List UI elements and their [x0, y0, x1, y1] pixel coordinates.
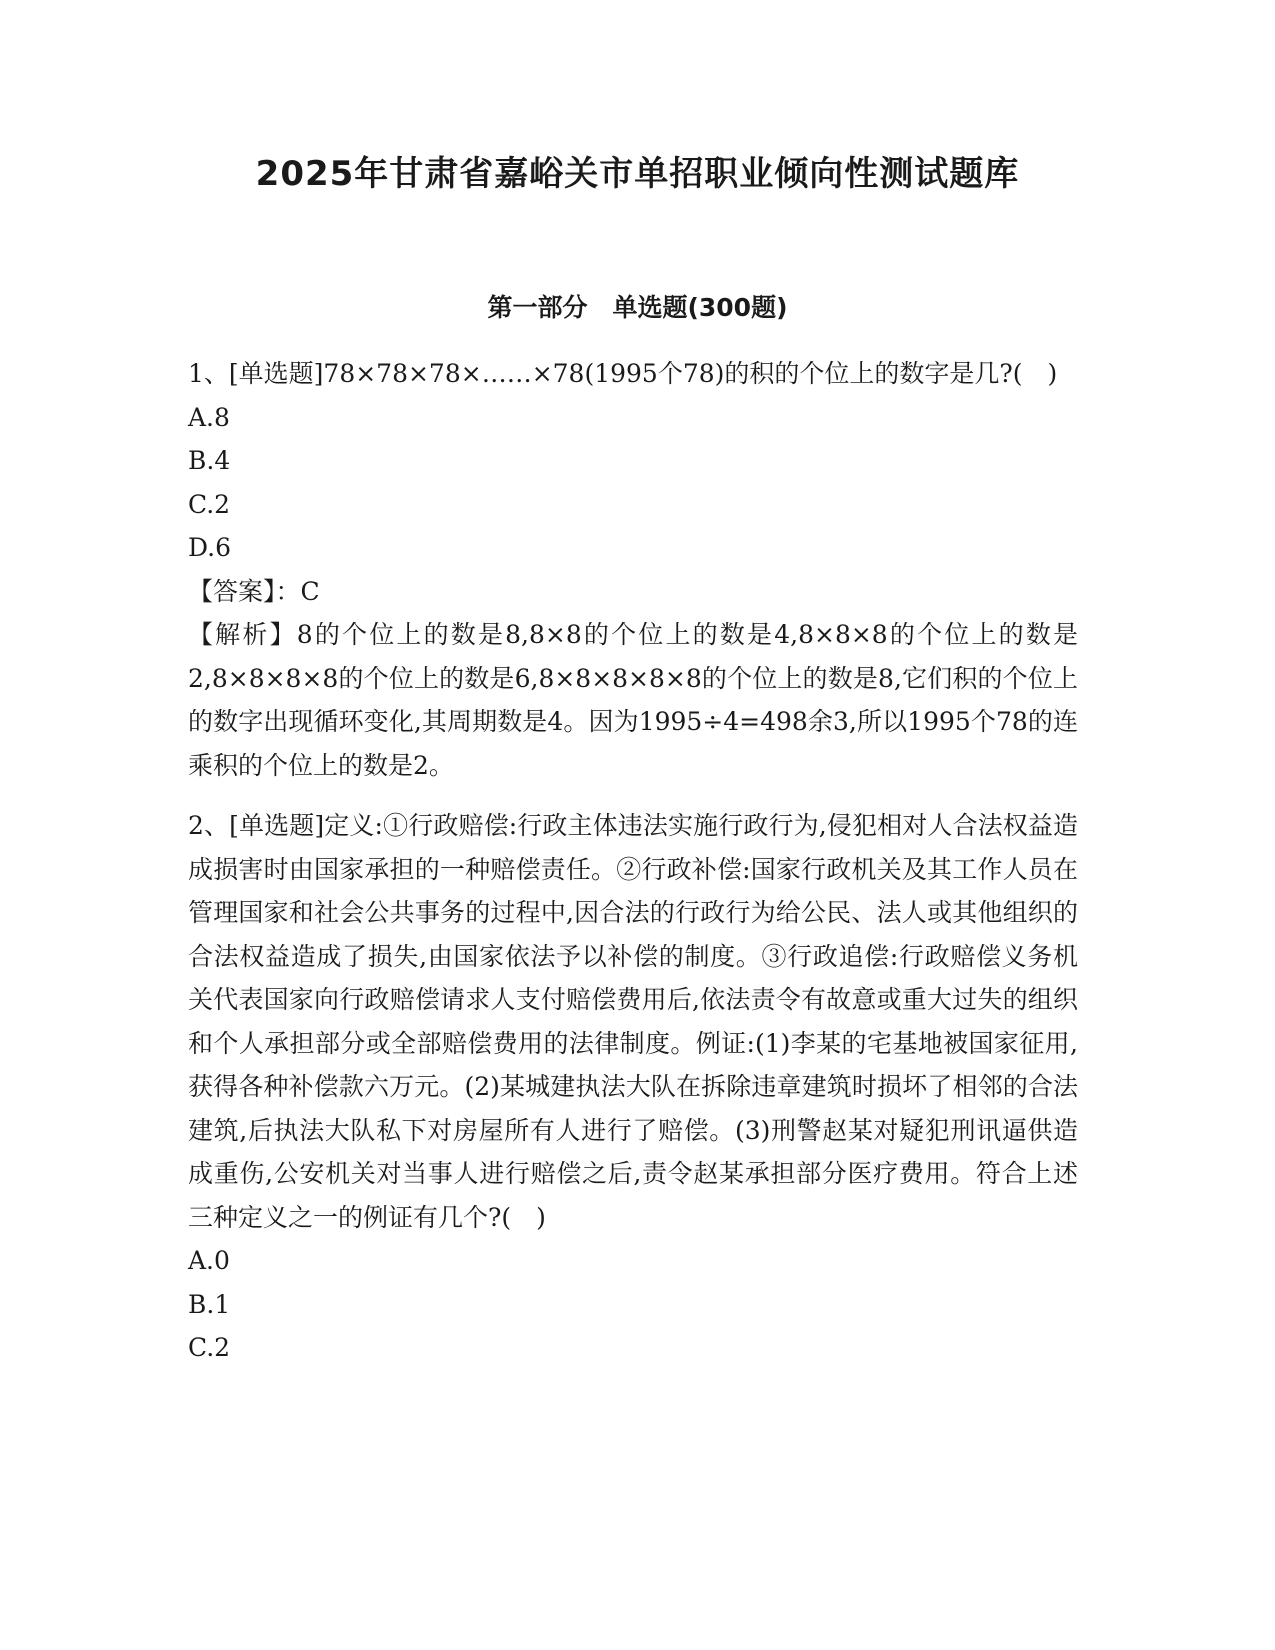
- option-list: [188, 396, 1078, 570]
- document-title: 2025年甘肃省嘉峪关市单招职业倾向性测试题库: [255, 154, 1020, 194]
- option-c: C.2: [188, 489, 231, 519]
- option-c: C.2: [188, 1333, 231, 1362]
- option-list: [188, 1239, 1078, 1370]
- option-b: B.1: [188, 1289, 231, 1319]
- section-title: 第一部分 单选题(300题): [487, 293, 788, 322]
- option-a: A.0: [188, 1246, 230, 1275]
- option-d: D.6: [188, 533, 232, 562]
- question-list: [188, 352, 1078, 1370]
- analysis-paragraph: 【解析】8的个位上的数是8,8×8的个位上的数是4,8×8×8的个位上的数是2,8×8×8×8的个位上的数是6,8×8×8×8×8的个位上的数是8,它们积的个位上的数字出现循环变化,其周期数是4。因为1995÷4=498余3,所以1995个78的连乘积的个位上的数是2。: [188, 620, 1078, 780]
- question-stem: 2、[单选题]定义:①行政赔偿:行政主体违法实施行政行为,侵犯相对人合法权益造成损害时由国家承担的一种赔偿责任。②行政补偿:国家行政机关及其工作人员在管理国家和社会公共事务的过程中,因合法的行政行为给公民、法人或其他组织的合法权益造成了损失,由国家依法予以补偿的制度。③行政追偿:行政赔偿义务机关代表国家向行政赔偿请求人支付赔偿费用后,依法责令有故意或重大过失的组织和个人承担部分或全部赔偿费用的法律制度。例证:(1)李某的宅基地被国家征用,获得各种补偿款六万元。(2)某城建执法大队在拆除违章建筑时损坏了相邻的合法建筑,后执法大队私下对房屋所有人进行了赔偿。(3)刑警赵某对疑犯刑讯逼供造成重伤,公安机关对当事人进行赔偿之后,责令赵某承担部分医疗费用。符合上述三种定义之一的例证有几个?( ): [188, 811, 1078, 1232]
- option-b: B.4: [188, 446, 231, 475]
- question-stem: 1、[单选题]78×78×78×……×78(1995个78)的积的个位上的数字是几?( ): [188, 359, 1058, 388]
- option-a: A.8: [188, 402, 230, 432]
- question-2: [188, 804, 1078, 1370]
- question-1: [188, 352, 1078, 787]
- answer-line: 【答案】：C: [188, 576, 320, 606]
